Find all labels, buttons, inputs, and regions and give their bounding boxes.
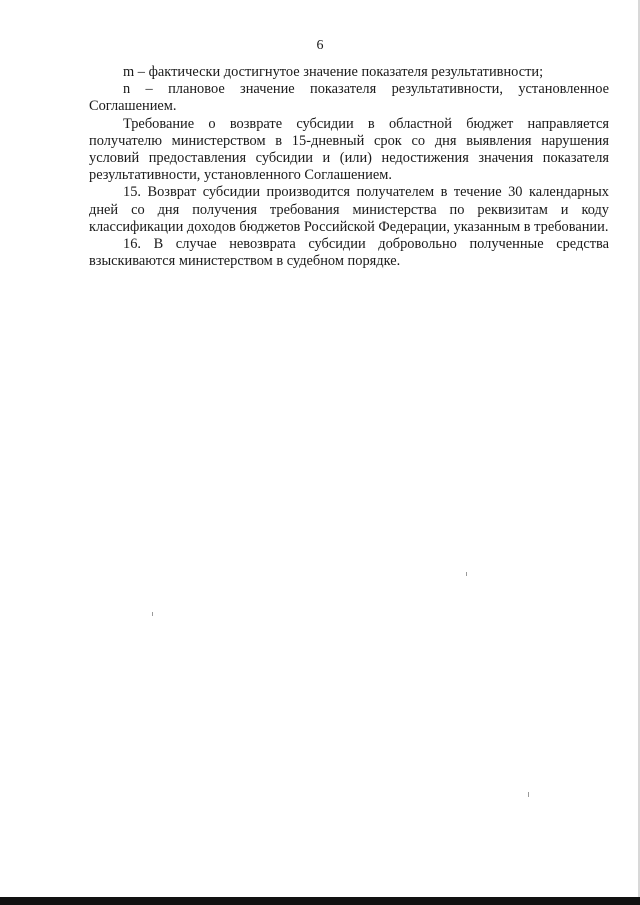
document-body [89,64,609,270]
paragraph-clause-15: 15. Возврат субсидии производится получателем в течение 30 календарных дней со дня получения требования министерства по реквизитам и коду классификации доходов бюджетов Российской Федерации, указанным в требовании. [89,184,609,235]
paragraph-clause-16: 16. В случае невозврата субсидии добровольно полученные средства взыскиваются министерством в судебном порядке. [89,236,609,270]
scan-edge-bottom [0,897,640,905]
page-number: 6 [316,38,324,53]
scan-speck [528,792,529,797]
paragraph-n-definition: n – плановое значение показателя результативности, установленное Соглашением. [89,81,609,115]
paragraph-m-definition: m – фактически достигнутое значение показателя результативности; [123,64,544,80]
scan-speck [466,572,467,576]
scan-speck [152,612,153,616]
paragraph-refund-demand: Требование о возврате субсидии в областной бюджет направляется получателю министерством в 15-дневный срок со дня выявления нарушения условий предоставления субсидии и (или) недостижения значения показателя результативности, установленного Соглашением. [89,115,609,184]
